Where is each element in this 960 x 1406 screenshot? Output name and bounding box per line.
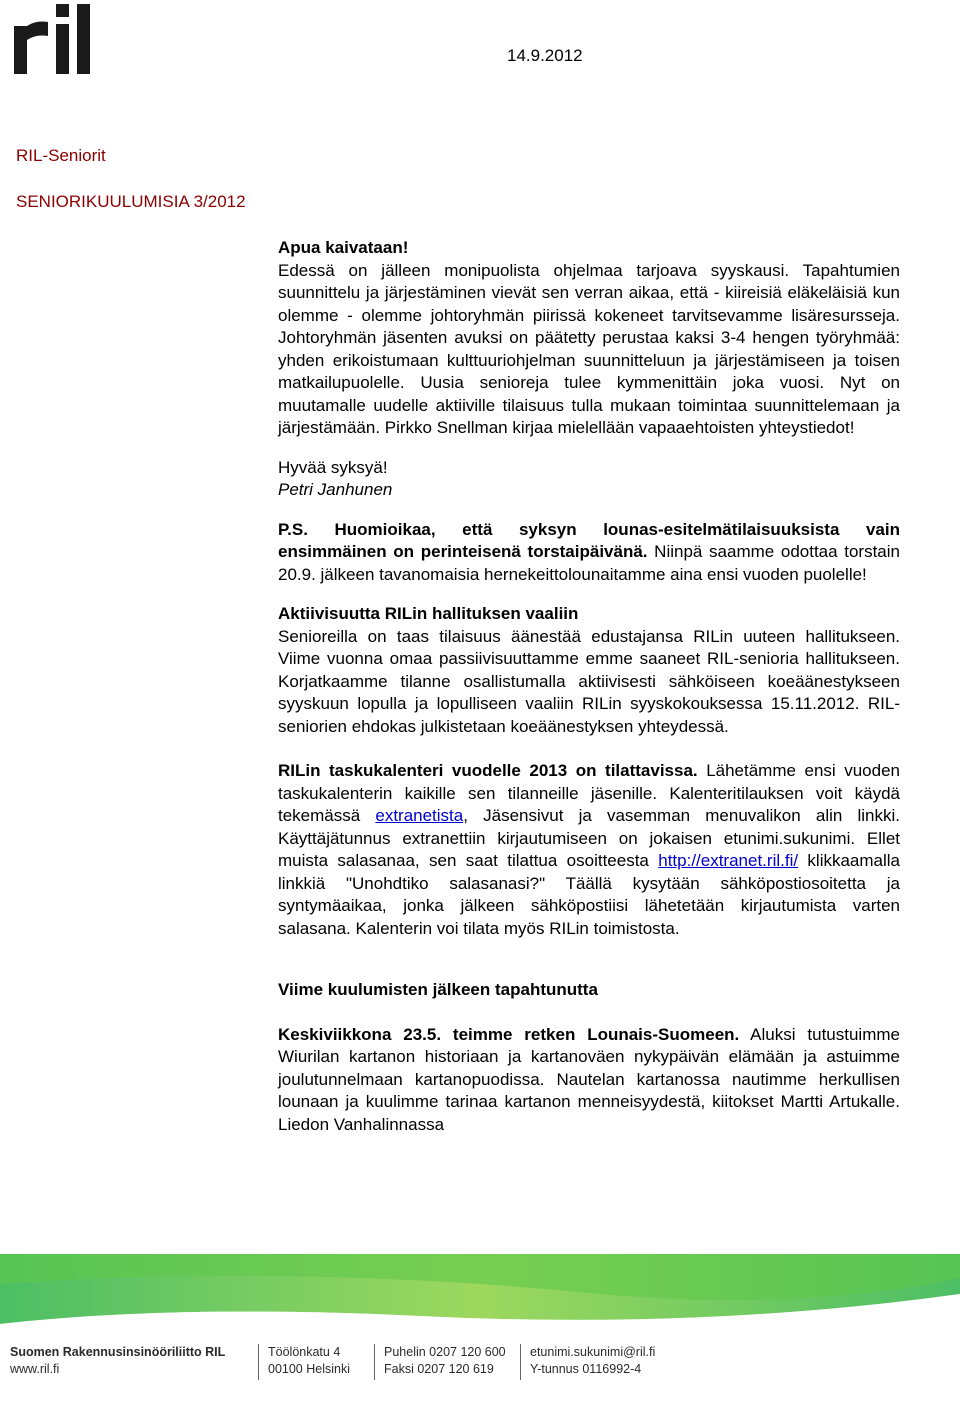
footer-phone-block — [384, 1344, 506, 1378]
viime-section — [278, 979, 900, 1002]
footer-business-id: Y-tunnus 0116992-4 — [530, 1362, 642, 1376]
apua-body: Edessä on jälleen monipuolista ohjelmaa tarjoava syyskausi. Tapahtumien suunnittelu ja järjestäminen vievät sen verran aikaa, että - kiireisiä eläkeläisiä kun olemme - olemme johtoryhmän piirissä kokeneet tarvitsevamme lisäresursseja. Johtoryhmän jäsenten avuksi on päätetty perustaa kaksi 3-4 hengen työryhmää: yhden erikoistumaan kulttuuriohjelman suunnitteluun ja järjestämiseen ja toisen matkailupuolelle. Uusia senioreja tulee kymmenittäin joka vuosi. Nyt on muutamalle uudelle aktiiville tilaisuus tulla mukaan toimintaa suunnittelemaan ja järjestämään. Pirkko Snellman kirjaa mielellään vapaaehtoisten yhteystiedot! — [278, 260, 900, 437]
aktiivisuutta-section — [278, 603, 900, 738]
footer-org-block — [10, 1344, 225, 1378]
document-body — [278, 237, 900, 1136]
organization-label: RIL-Seniorit — [16, 146, 106, 165]
taskukalenteri-heading: RILin taskukalenteri vuodelle 2013 on tilattavissa. — [278, 761, 698, 780]
footer-green-band — [0, 1254, 960, 1330]
footer-email: etunimi.sukunimi@ril.fi — [530, 1345, 656, 1359]
letterhead-footer — [0, 1254, 960, 1406]
retki-text: Aluksi tutustuimme Wiurilan kartanon historiaan ja kartanoväen nykypäivän elämään ja astuimme joulutunnelmaan kartanopuodissa. Nautelan kartanossa nautimme herkullisen lounaan ja kuulimme tarinaa kartanon menneisyydestä, kiitokset Martti Artukalle. Liedon Vanhalinnassa — [278, 1024, 900, 1134]
ril-logo — [14, 4, 96, 74]
signature: Petri Janhunen — [278, 480, 393, 499]
document-date: 14.9.2012 — [507, 46, 583, 65]
retki-paragraph — [278, 1024, 900, 1137]
retki-bold: Keskiviikkona 23.5. teimme retken Lounais-Suomeen. — [278, 1024, 740, 1044]
document-title: SENIORIKUULUMISIA 3/2012 — [16, 192, 246, 211]
footer-web: www.ril.fi — [10, 1362, 60, 1376]
extranet-link[interactable]: extranetista — [375, 806, 464, 825]
footer-divider — [374, 1344, 375, 1380]
aktiivisuutta-heading: Aktiivisuutta RILin hallituksen vaaliin — [278, 604, 579, 623]
ps-bold: P.S. Huomioikaa, että syksyn lounas-esitelmätilaisuuksista vain ensimmäinen on perinteisenä torstaipäivänä. — [278, 519, 900, 561]
taskukalenteri-section — [278, 760, 900, 940]
footer-city: 00100 Helsinki — [268, 1362, 350, 1376]
footer-divider — [258, 1344, 259, 1380]
footer-org-name: Suomen Rakennusinsinööriliitto RIL — [10, 1345, 226, 1359]
aktiivisuutta-body: Senioreilla on taas tilaisuus äänestää edustajansa RILin uuteen hallitukseen. Viime vuonna omaa passiivisuuttamme emme saaneet RIL-senioria hallitukseen. Korjatkaamme tilanne osallistumalla aktiivisesti sähköiseen koeäänestykseen syyskuun lopulla ja lopulliseen vaaliin RILin syyskokouksessa 15.11.2012. RIL-seniorien ehdokas julkistetaan koeäänestyksen yhteydessä. — [278, 626, 900, 736]
ps-text: Niinpä saamme odottaa torstain 20.9. jälkeen tavanomaisia hernekeittolounaitamme aina ensi vuoden puolelle! — [278, 542, 900, 584]
footer-fax: Faksi 0207 120 619 — [384, 1362, 494, 1376]
apua-section — [278, 237, 900, 440]
greeting-line: Hyvää syksyä! — [278, 457, 388, 477]
taskukalenteri-text-1: Lähetämme ensi vuoden taskukalenterin kaikille sen tilanneille jäsenille. Kalenteritilauksen voit käydä tekemässä — [278, 761, 900, 825]
greeting — [278, 457, 900, 502]
apua-heading: Apua kaivataan! — [278, 238, 409, 257]
footer-address-block — [268, 1344, 350, 1378]
footer-phone: Puhelin 0207 120 600 — [384, 1345, 506, 1359]
taskukalenteri-text-3: klikkaamalla linkkiä "Unohdtiko salasanasi?" Täällä kysytään sähköpostiosoitetta ja syntymäaikaa, jonka jälkeen sähköpostiisi lähetetään kirjautumista varten salasana. Kalenterin voi tilata myös RILin toimistosta. — [278, 851, 901, 938]
footer-divider — [520, 1344, 521, 1380]
footer-contact-block — [530, 1344, 655, 1378]
footer-street: Töölönkatu 4 — [268, 1345, 341, 1359]
viime-heading: Viime kuulumisten jälkeen tapahtunutta — [278, 980, 598, 999]
taskukalenteri-text-2: , Jäsensivut ja vasemman menuvalikon alin linkki. Käyttäjätunnus extranettiin kirjautumiseen on jokaisen etunimi.sukunimi. Ellet muista salasanaa, sen saat tilattua osoitteesta — [278, 806, 900, 870]
extranet-url-link[interactable]: http://extranet.ril.fi/ — [658, 851, 799, 870]
ps-section — [278, 519, 900, 587]
